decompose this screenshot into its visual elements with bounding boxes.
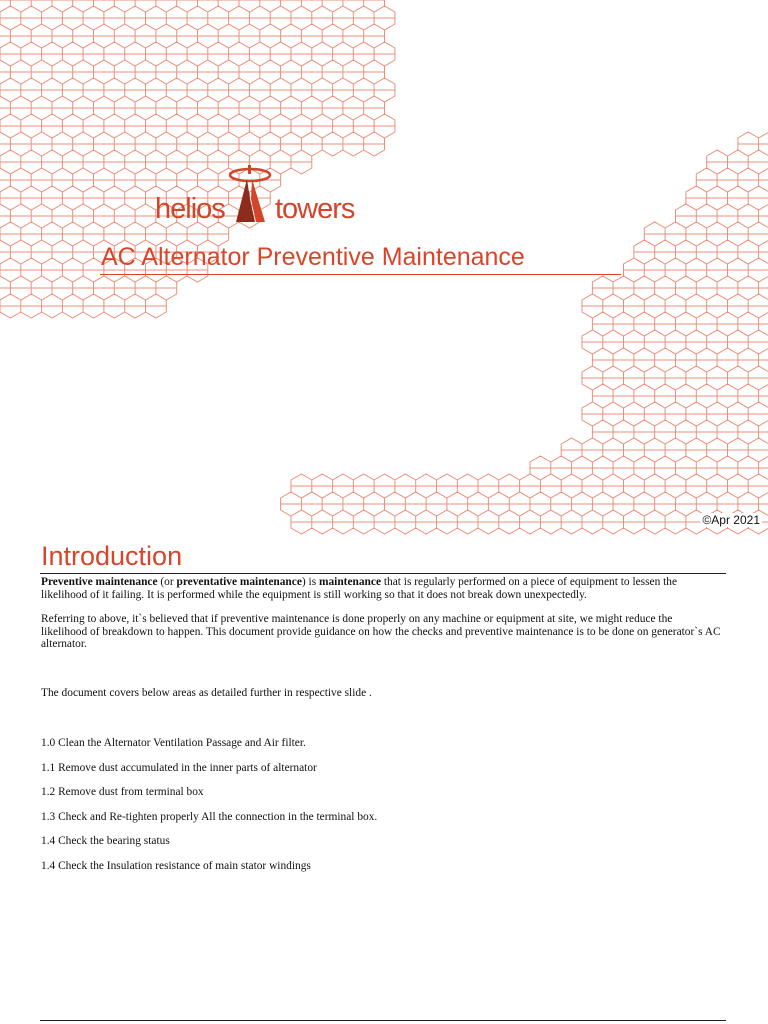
term-preventative: preventative maintenance [176, 576, 302, 588]
list-item: 1.1 Remove dust accumulated in the inner parts of alternator [41, 761, 317, 774]
helios-towers-logo [155, 163, 370, 233]
intro-paragraph-purpose: Referring to above, it`s believed that if preventive maintenance is done properly on any machine or equipment at site, we might reduce the likelihood of breakdown to happen. This document provide guidance on how the checks and preventive maintenance is to be done on generator`s AC alternator. [41, 613, 721, 650]
logo-word-helios: helios [155, 193, 225, 225]
section-heading-introduction: Introduction [41, 541, 183, 571]
document-title: AC Alternator Preventive Maintenance [101, 243, 525, 271]
list-item: 1.4 Check the Insulation resistance of main stator windings [41, 859, 311, 872]
list-item: 1.3 Check and Re-tighten properly All the connection in the terminal box. [41, 810, 378, 823]
title-underline [100, 274, 621, 275]
tower-beacon-icon [225, 163, 275, 225]
term-preventive: Preventive maintenance [41, 576, 158, 588]
text-fragment: that is regularly performed on a piece of equipment to lessen the likelihood of it failing. It is performed while the equipment is still working so that it does not break down unexpectedly. [41, 576, 678, 601]
text-fragment: (or [157, 576, 177, 588]
list-item: 1.4 Check the bearing status [41, 835, 170, 848]
maintenance-items-list [41, 737, 377, 885]
footer-divider [40, 1020, 726, 1021]
list-item: 1.2 Remove dust from terminal box [41, 786, 204, 799]
term-maintenance: maintenance [318, 576, 381, 588]
copyright-date: ©Apr 2021 [702, 513, 760, 527]
text-fragment: ) is [301, 576, 319, 588]
heading-divider [40, 573, 726, 574]
intro-paragraph-scope: The document covers below areas as detailed further in respective slide . [41, 687, 372, 699]
intro-paragraph-definition [41, 576, 721, 601]
list-item: 1.0 Clean the Alternator Ventilation Passage and Air filter. [41, 737, 306, 749]
logo-word-towers: towers [275, 193, 355, 225]
